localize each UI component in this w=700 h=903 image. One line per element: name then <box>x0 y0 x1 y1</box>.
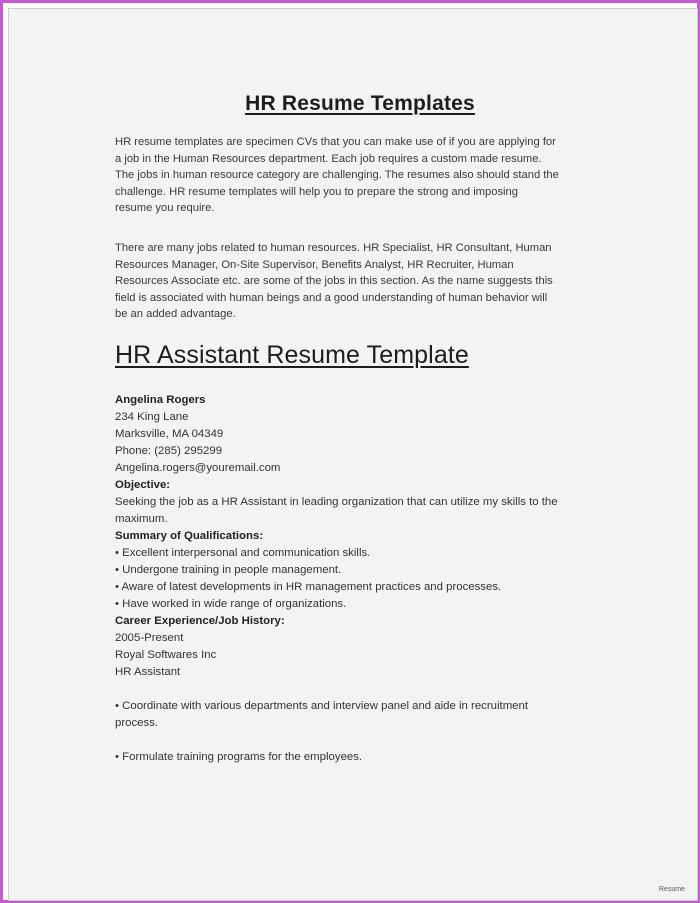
duty-line: • Coordinate with various departments and interview panel and aide in recruitment <box>115 700 529 712</box>
address-line: 234 King Lane <box>115 411 189 423</box>
career-heading: Career Experience/Job History: <box>115 615 285 627</box>
paragraph-line: Resources Manager, On-Site Supervisor, Benefits Analyst, HR Recruiter, Human <box>115 258 514 271</box>
spacer <box>115 732 610 749</box>
paragraph-line: be an added advantage. <box>115 308 236 321</box>
intro-paragraph-1 <box>115 134 610 217</box>
paragraph-line: challenge. HR resume templates will help you to prepare the strong and imposing <box>115 185 518 198</box>
paragraph-line: HR resume templates are specimen CVs that you can make use of if you are applying for <box>115 136 556 148</box>
objective-line: Seeking the job as a HR Assistant in leading organization that can utilize my skills to the <box>115 496 558 508</box>
document-title: HR Resume Templates <box>245 92 475 115</box>
objective-line: maximum. <box>115 513 168 525</box>
document-page <box>8 8 698 901</box>
summary-item: • Excellent interpersonal and communication skills. <box>115 547 371 559</box>
intro-paragraph-2 <box>115 240 610 323</box>
summary-item: • Aware of latest developments in HR management practices and processes. <box>115 581 502 593</box>
paragraph-line: There are many jobs related to human resources. HR Specialist, HR Consultant, Human <box>115 242 552 254</box>
job-company: Royal Softwares Inc <box>115 649 217 661</box>
job-period: 2005-Present <box>115 632 184 644</box>
spacer <box>115 681 610 698</box>
job-title: HR Assistant <box>115 666 181 678</box>
paragraph-line: field is associated with human beings and a good understanding of human behavior will <box>115 291 548 304</box>
paragraph-line: Resources Associate etc. are some of the jobs in this section. As the name suggests this <box>115 275 553 288</box>
resume-name: Angelina Rogers <box>115 394 206 406</box>
summary-heading: Summary of Qualifications: <box>115 530 264 542</box>
section-title: HR Assistant Resume Template <box>115 341 469 369</box>
resume-body <box>115 392 610 766</box>
paragraph-line: The jobs in human resource category are challenging. The resumes also should stand the <box>115 169 559 182</box>
summary-item: • Have worked in wide range of organizations. <box>115 598 347 610</box>
paragraph-line: resume you require. <box>115 202 215 215</box>
footer-tag: Resume <box>658 886 685 893</box>
phone-line: Phone: (285) 295299 <box>115 445 223 457</box>
duty-line: • Formulate training programs for the employees. <box>115 751 363 763</box>
summary-item: • Undergone training in people management. <box>115 564 342 576</box>
duty-line: process. <box>115 717 159 729</box>
email-line: Angelina.rogers@youremail.com <box>115 462 281 474</box>
paragraph-line: a job in the Human Resources department. Each job requires a custom made resume. <box>115 152 542 165</box>
address-line: Marksville, MA 04349 <box>115 428 224 440</box>
objective-heading: Objective: <box>115 479 171 491</box>
